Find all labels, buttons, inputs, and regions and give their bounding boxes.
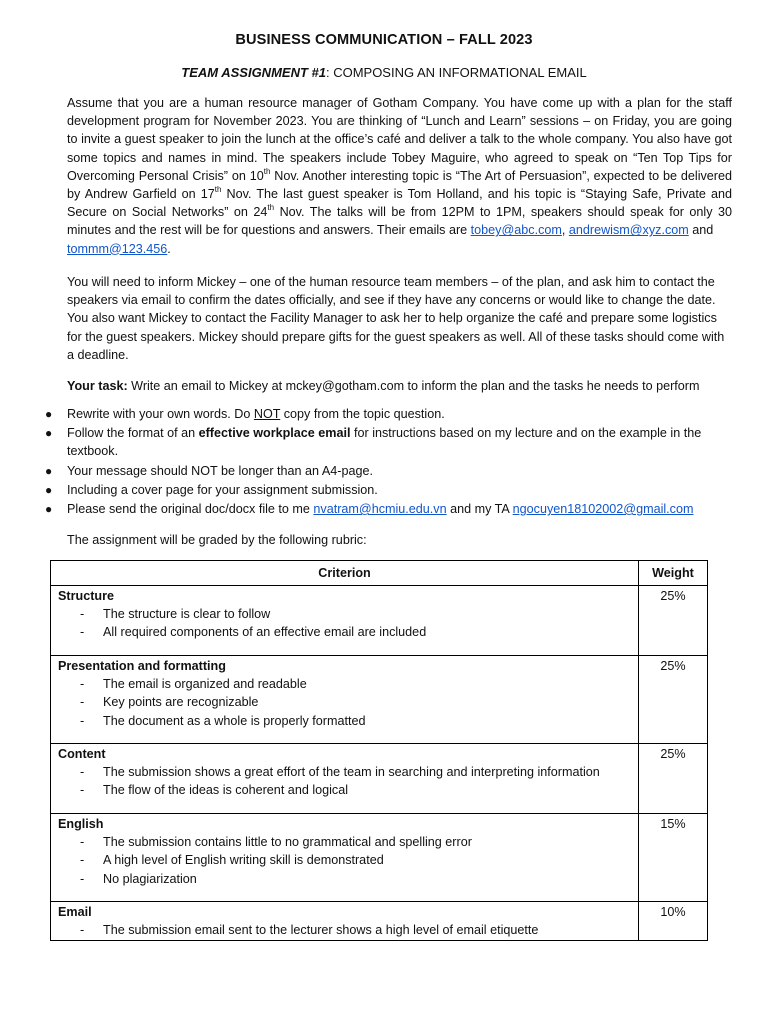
table-row — [51, 586, 708, 656]
dash-icon: - — [80, 835, 85, 850]
item-text: The flow of the ideas is coherent and logical — [103, 783, 349, 798]
rubric-table — [50, 560, 708, 941]
list-item — [58, 712, 631, 730]
list-item — [58, 763, 631, 781]
item-text: A high level of English writing skill is demonstrated — [103, 853, 384, 868]
scenario-text-1: Assume that you are a human resource manager of Gotham Company. You have come up with a plan for the staff development program for November 2023. You are thinking of “Lunch and Learn” sessions – on Friday, you are going to invite a guest speaker to join the lunch at the office’s café and deliver a talk to the whole company. You also have got some topics and names in mind. The speakers include Tobey Maguire, who agreed to speak on “Ten Top Tips for Overcoming Personal Crisis” on 10 — [67, 96, 732, 183]
item-text: All required components of an effective email are included — [103, 625, 427, 640]
bullet-text: Follow the format of an — [67, 426, 199, 441]
bullet-text: for instructions based on my lecture and on the example in the textbook. — [67, 426, 702, 459]
bullet-icon: ● — [45, 482, 53, 497]
scenario-text-2: Nov. Another interesting topic is “The Art of Persuasion”, expected to be delivered by Andrew Garfield on 17 — [67, 168, 732, 202]
dash-icon: - — [80, 695, 85, 710]
bullet-text: Your message should NOT be longer than an A4-page. — [67, 463, 373, 478]
bullet-text: Rewrite with your own words. Do — [67, 407, 254, 421]
item-text: The submission shows a great effort of the team in searching and interpreting information — [103, 765, 600, 780]
weight-cell: 25% — [639, 744, 708, 814]
criterion-items — [58, 921, 631, 939]
list-item — [58, 675, 631, 693]
bullet-icon: ● — [45, 463, 53, 478]
dash-icon: - — [80, 783, 85, 798]
criterion-items — [58, 833, 631, 888]
document-title: BUSINESS COMMUNICATION – FALL 2023 — [235, 32, 533, 48]
criterion-items — [58, 763, 631, 799]
bullet-icon: ● — [45, 502, 53, 517]
assignment-subtitle — [0, 64, 768, 82]
list-item — [45, 405, 732, 423]
item-text: The submission email sent to the lecturer shows a high level of email etiquette — [103, 923, 539, 938]
ordinal-suffix: th — [267, 203, 275, 213]
subtitle-rest: : COMPOSING AN INFORMATIONAL EMAIL — [325, 65, 587, 80]
list-item — [45, 424, 732, 460]
dash-icon: - — [80, 765, 85, 780]
criterion-cell — [51, 902, 639, 941]
list-item — [58, 921, 631, 939]
criterion-cell — [51, 656, 639, 744]
criterion-name: English — [58, 817, 104, 831]
task-label: Your task: — [67, 379, 128, 393]
list-item — [45, 500, 732, 518]
scenario-text-3: Nov. The last guest speaker is Tom Holland, and his topic is “Staying Safe, Private and Secure on Social Networks” on 24 — [67, 187, 732, 220]
weight-cell: 25% — [639, 656, 708, 744]
subtitle-emphasis: TEAM ASSIGNMENT #1 — [181, 65, 326, 80]
item-text: The email is organized and readable — [103, 677, 307, 692]
column-header-criterion: Criterion — [51, 561, 639, 586]
task-line — [67, 377, 732, 395]
dash-icon: - — [80, 625, 85, 640]
email-link-lecturer[interactable]: nvatram@hcmiu.edu.vn — [313, 502, 447, 517]
table-header-row — [51, 561, 708, 586]
list-item — [58, 693, 631, 711]
bullet-emphasis: effective workplace email — [198, 426, 351, 441]
task-text: Write an email to Mickey at mckey@gotham.com to inform the plan and the tasks he needs to perform — [127, 379, 700, 393]
bullet-icon: ● — [45, 407, 53, 421]
email-link-tom[interactable]: tommm@123.456 — [67, 241, 168, 256]
instructions-paragraph: You will need to inform Mickey – one of the human resource team members – of the plan, and ask him to contact the speakers via email to confirm the dates officially, and see if they have any concerns or would like to change the date. You also want Mickey to contact the Facility Manager to ask her to help organize the café and prepare some logistics for the guest speakers. Mickey should prepare gifts for the guest speakers as well. All of these tasks should come with a deadline. — [67, 275, 725, 362]
scenario-text-4: Nov. The talks will be from 12PM to 1PM, speakers should speak for only 30 minutes and the rest will be for questions and answers. Their emails are — [67, 205, 732, 238]
dash-icon: - — [80, 923, 85, 938]
requirements-list — [45, 405, 732, 519]
criterion-cell — [51, 814, 639, 902]
separator-text: , — [561, 223, 569, 238]
ordinal-suffix: th — [214, 184, 222, 194]
bullet-icon: ● — [45, 426, 53, 441]
item-text: The structure is clear to follow — [103, 607, 271, 622]
dash-icon: - — [80, 853, 85, 868]
list-item — [58, 870, 631, 888]
item-text: The document as a whole is properly formatted — [103, 713, 366, 728]
dash-icon: - — [80, 607, 85, 622]
table-row — [51, 656, 708, 744]
list-item — [45, 481, 732, 499]
table-row — [51, 814, 708, 902]
dash-icon: - — [80, 713, 85, 728]
criterion-cell — [51, 586, 639, 656]
table-row — [51, 744, 708, 814]
dash-icon: - — [80, 871, 85, 886]
weight-cell: 15% — [639, 814, 708, 902]
list-item — [58, 781, 631, 799]
ordinal-suffix: th — [263, 166, 271, 176]
list-item — [58, 833, 631, 851]
list-item — [58, 605, 631, 623]
item-text: The submission contains little to no grammatical and spelling error — [103, 835, 472, 850]
criterion-name: Presentation and formatting — [58, 659, 226, 673]
list-item — [45, 462, 732, 480]
weight-cell: 25% — [639, 586, 708, 656]
item-text: No plagiarization — [103, 871, 197, 886]
bullet-text: Including a cover page for your assignment submission. — [67, 482, 378, 497]
criterion-cell — [51, 744, 639, 814]
criterion-name: Content — [58, 747, 106, 761]
criterion-items — [58, 605, 631, 641]
column-header-weight: Weight — [639, 561, 708, 586]
rubric-intro: The assignment will be graded by the following rubric: — [67, 533, 367, 547]
bullet-text: and my TA — [446, 502, 513, 517]
bullet-text: copy from the topic question. — [280, 407, 445, 421]
criterion-name: Email — [58, 905, 92, 919]
email-link-ta[interactable]: ngocuyen18102002@gmail.com — [512, 502, 694, 517]
item-text: Key points are recognizable — [103, 695, 259, 710]
scenario-paragraph — [67, 94, 732, 258]
and-text: and — [688, 223, 714, 238]
bullet-text: Please send the original doc/docx file to me — [67, 502, 314, 517]
bullet-emphasis: NOT — [253, 407, 281, 421]
email-link-tobey[interactable]: tobey@abc.com — [470, 223, 562, 238]
email-link-andrew[interactable]: andrewism@xyz.com — [568, 223, 689, 238]
table-row — [51, 902, 708, 941]
period-text: . — [167, 241, 171, 256]
dash-icon: - — [80, 677, 85, 692]
list-item — [58, 623, 631, 641]
list-item — [58, 851, 631, 869]
criterion-items — [58, 675, 631, 730]
weight-cell: 10% — [639, 902, 708, 941]
criterion-name: Structure — [58, 589, 114, 603]
